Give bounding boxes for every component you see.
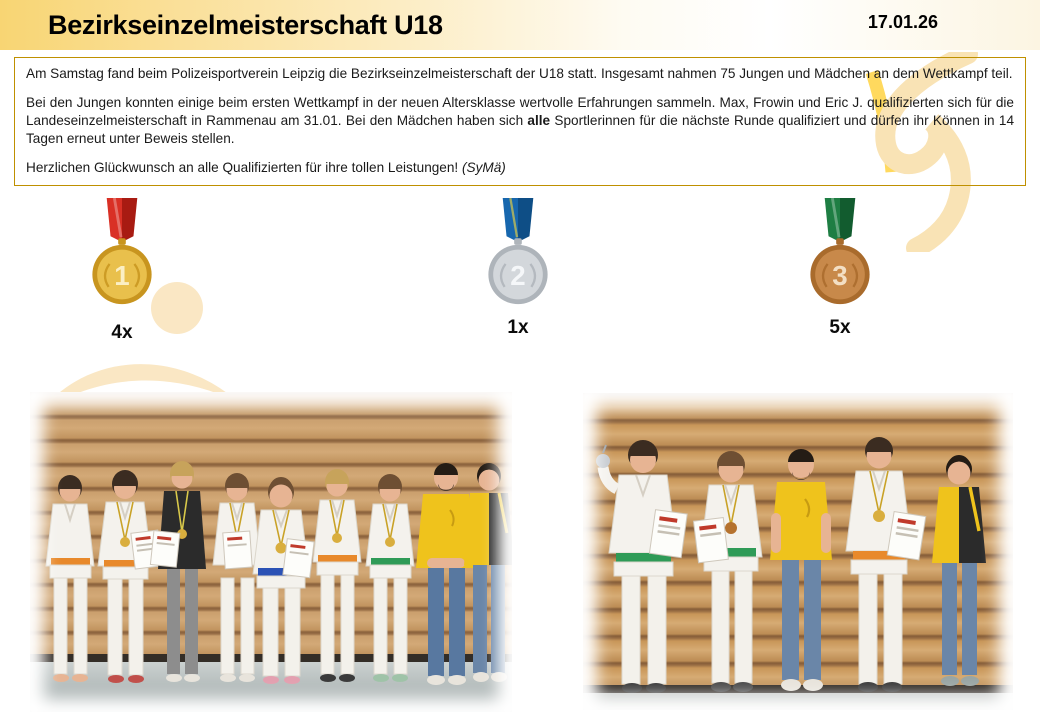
bronze-medal-rank: 3 (832, 260, 848, 292)
silver-medal-block (456, 198, 580, 339)
report-paragraph-2: Bei den Jungen konnten einige beim ersten Wettkampf in der neuen Altersklasse wertvolle Erfahrungen sammeln. Max, Frowin und Eric J. qualifizierten sich für die Landeseinzelmeisterschaft in Rammenau am 31.01. Bei den Mädchen haben sich alle Sportlerinnen für die nächste Runde qualifiziert und dürfen ihr Können in 14 Tagen erneut unter Beweis stellen. (26, 94, 1015, 146)
people-illustration (30, 392, 512, 712)
silver-medal-rank: 2 (510, 260, 526, 292)
header-banner (0, 0, 1040, 50)
gold-medal-rank: 1 (114, 260, 130, 292)
report-paragraph-1: Am Samstag fand beim Polizeisportverein Leipzig die Bezirkseinzelmeisterschaft der U18 statt. Insgesamt nahmen 75 Jungen und Mädchen an dem Wettkampf teil. (26, 66, 1013, 81)
gold-medal-block (60, 198, 184, 344)
gold-medal-count: 4x (111, 322, 133, 343)
report-paragraph-3: Herzlichen Glückwunsch an alle Qualifizierten für ihre tollen Leistungen! (SyMä) (26, 159, 506, 175)
page-title: Bezirkseinzelmeisterschaft U18 (48, 9, 443, 40)
gold-medal-icon (79, 198, 165, 308)
team-photo-boys (583, 393, 1013, 710)
bronze-medal-icon (797, 198, 883, 308)
bronze-medal-count: 5x (829, 317, 851, 338)
bronze-medal-block (778, 198, 902, 339)
team-photo-girls (30, 392, 512, 712)
people-illustration (583, 393, 1013, 710)
silver-medal-icon (475, 198, 561, 308)
report-box (14, 57, 1026, 186)
event-date: 17.01.26 (867, 12, 938, 32)
silver-medal-count: 1x (507, 317, 529, 338)
